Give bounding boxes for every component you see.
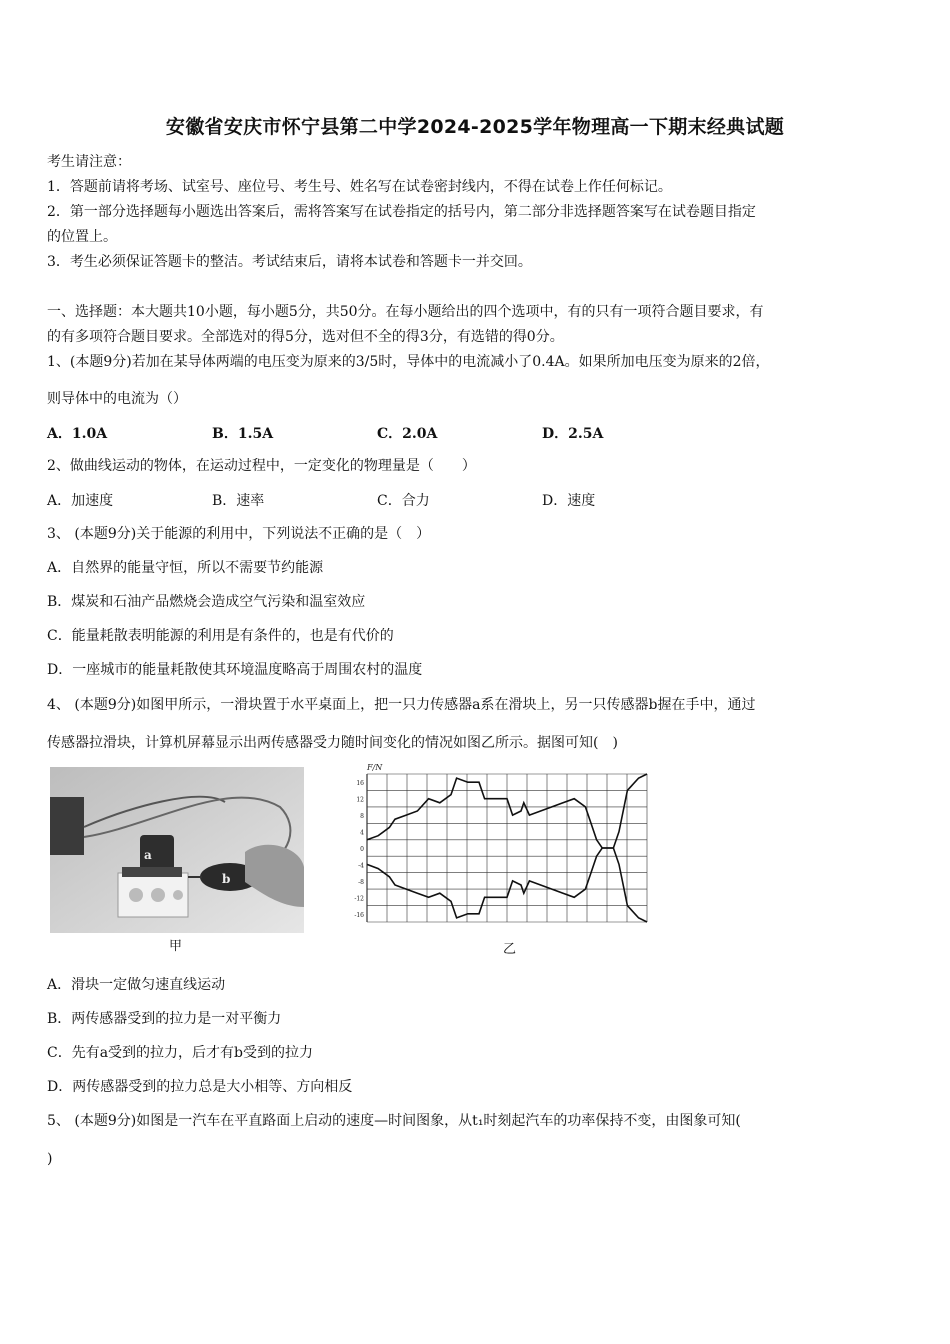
tick-label: 16: [356, 780, 364, 788]
graph-axis-label: F/N: [367, 763, 383, 772]
option[interactable]: B．两传感器受到的拉力是一对平衡力: [47, 1011, 282, 1027]
question-1-stem: 1、(本题9分)若加在某导体两端的电压变为原来的3/5时，导体中的电流减小了0.4A。如果所加电压变为原来的2倍，: [47, 354, 770, 370]
tick-label: -8: [358, 878, 364, 886]
option[interactable]: D．一座城市的能量耗散使其环境温度略高于周围农村的温度: [47, 662, 423, 678]
option[interactable]: D．两传感器受到的拉力总是大小相等、方向相反: [47, 1079, 353, 1095]
sensor-photo: [50, 767, 304, 933]
graph-tick-labels: [354, 780, 364, 919]
question-3-stem: 3、 (本题9分)关于能源的利用中，下列说法不正确的是（ ）: [47, 526, 431, 542]
tick-label: 4: [360, 829, 364, 837]
option[interactable]: C．先有a受到的拉力，后才有b受到的拉力: [47, 1045, 314, 1061]
tick-label: -16: [354, 911, 364, 919]
option[interactable]: B．煤炭和石油产品燃烧会造成空气污染和温室效应: [47, 594, 366, 610]
option[interactable]: D．2.5A: [542, 426, 604, 442]
tick-label: 0: [360, 846, 364, 853]
photo-label-b: b: [222, 872, 231, 886]
option[interactable]: A．自然界的能量守恒，所以不需要节约能源: [47, 560, 324, 576]
question-5-stem: ): [47, 1151, 53, 1167]
question-1-options: [47, 423, 907, 443]
question-1-stem: 则导体中的电流为（）: [47, 391, 187, 407]
notice-item: 的位置上。: [47, 229, 117, 245]
option[interactable]: B．速率: [212, 493, 265, 509]
option[interactable]: C．能量耗散表明能源的利用是有条件的，也是有代价的: [47, 628, 394, 644]
tick-label: -12: [354, 895, 364, 903]
tick-label: -4: [358, 862, 364, 870]
notice-item: 1．答题前请将考场、试室号、座位号、考生号、姓名写在试卷密封线内，不得在试卷上作任何标记。: [47, 179, 672, 195]
option[interactable]: A．加速度: [47, 493, 114, 509]
option[interactable]: A．滑块一定做匀速直线运动: [47, 977, 226, 993]
option[interactable]: C．合力: [377, 493, 430, 509]
option[interactable]: C．2.0A: [377, 426, 438, 442]
option[interactable]: B．1.5A: [212, 426, 274, 442]
option[interactable]: A．1.0A: [47, 426, 108, 442]
force-time-graph: [345, 762, 650, 934]
option[interactable]: D．速度: [542, 493, 596, 509]
page-title: 安徽省安庆市怀宁县第二中学2024-2025学年物理高一下期末经典试题: [165, 116, 785, 138]
question-4-stem: 4、 (本题9分)如图甲所示，一滑块置于水平桌面上，把一只力传感器a系在滑块上，另一只传感器b握在手中，通过: [47, 697, 756, 713]
notice-item: 3．考生必须保证答题卡的整洁。考试结束后，请将本试卷和答题卡一并交回。: [47, 254, 532, 270]
question-2-options: [47, 490, 907, 510]
figure-a-caption: 甲: [169, 939, 183, 954]
question-4-stem: 传感器拉滑块，计算机屏幕显示出两传感器受力随时间变化的情况如图乙所示。据图可知( ): [47, 735, 618, 751]
notice-item: 2．第一部分选择题每小题选出答案后，需将答案写在试卷指定的括号内，第二部分非选择题答案写在试卷题目指定: [47, 204, 756, 220]
section-intro: 的有多项符合题目要求。全部选对的得5分，选对但不全的得3分，有选错的得0分。: [47, 329, 564, 345]
tick-label: 12: [356, 796, 364, 804]
photo-label-a: a: [144, 848, 152, 862]
tick-label: 8: [360, 813, 364, 821]
notice-heading: 考生请注意：: [47, 154, 131, 170]
question-5-stem: 5、 (本题9分)如图是一汽车在平直路面上启动的速度—时间图象，从t₁时刻起汽车的功率保持不变，由图象可知(: [47, 1113, 741, 1129]
section-intro: 一、选择题：本大题共10小题，每小题5分，共50分。在每小题给出的四个选项中，有的只有一项符合题目要求，有: [47, 304, 764, 320]
figure-b-caption: 乙: [503, 942, 517, 957]
question-2-stem: 2、做曲线运动的物体，在运动过程中，一定变化的物理量是（ ）: [47, 458, 476, 474]
